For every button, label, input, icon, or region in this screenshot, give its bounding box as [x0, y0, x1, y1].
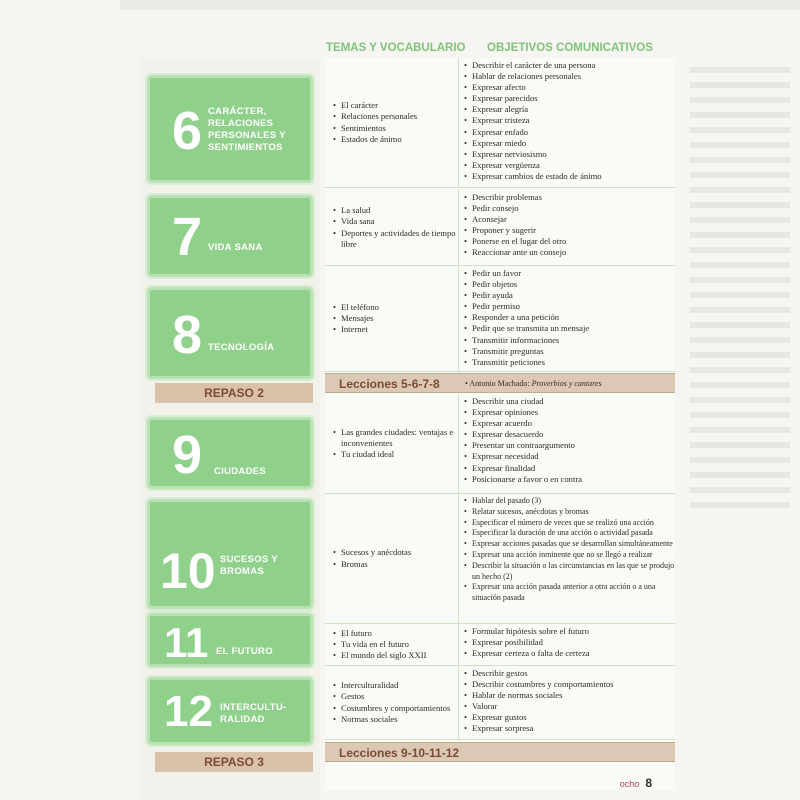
list-item: • Expresar acuerdo [464, 418, 675, 429]
list-item: • Expresar acciones pasadas que se desarrollan simultáneamente [464, 539, 675, 550]
list-item: • El futuro [333, 628, 426, 639]
lecciones-bar [325, 373, 675, 393]
list-item: • Expresar gustos [464, 712, 675, 723]
header-objetivos: OBJETIVOS COMUNICATIVOS [487, 42, 653, 54]
temas-list [333, 427, 458, 461]
unit-title: VIDA SANA [208, 242, 263, 253]
list-item: • Hablar del pasado (3) [464, 496, 675, 507]
objetivos-cell [459, 624, 675, 665]
list-item: • Proponer y sugerir [464, 225, 675, 236]
lecciones-reading: • Antonio Machado: Proverbios y cantares [465, 379, 602, 388]
bleed-through-margin [680, 58, 800, 758]
list-item: • Interculturalidad [333, 680, 450, 691]
unit-number: 7 [172, 207, 203, 267]
temas-cell [325, 190, 459, 265]
list-item: • Sucesos y anécdotas [333, 547, 411, 558]
list-item: • Pedir que se transmita un mensaje [464, 323, 675, 334]
lecciones-bar [325, 742, 675, 762]
unit-tile-8 [150, 290, 310, 376]
list-item: • Pedir ayuda [464, 290, 675, 301]
temas-list [333, 547, 411, 570]
objetivos-list [464, 268, 675, 368]
list-item: • Deportes y actividades de tiempo libre [333, 228, 458, 251]
list-item: • Expresar finalidad [464, 463, 675, 474]
list-item: • Expresar nerviosismo [464, 149, 675, 160]
list-item: • Aconsejar [464, 214, 675, 225]
temas-list [333, 302, 379, 336]
unit-row-7 [325, 190, 675, 266]
temas-cell [325, 624, 459, 665]
temas-cell [325, 58, 459, 187]
list-item: • Pedir un favor [464, 268, 675, 279]
list-item: • El teléfono [333, 302, 379, 313]
list-item: • Vida sana [333, 216, 458, 227]
list-item: • Hablar de normas sociales [464, 690, 675, 701]
list-item: • El carácter [333, 100, 417, 111]
objetivos-cell [459, 666, 675, 739]
list-item: • Expresar necesidad [464, 451, 675, 462]
objetivos-cell [459, 266, 675, 371]
list-item: • Estados de ánimo [333, 134, 417, 145]
unit-number: 8 [172, 305, 203, 365]
list-item: • Describir la situación o las circunstancias en las que se produjo un hecho (2) [464, 561, 675, 583]
list-item: • Hablar de relaciones personales [464, 71, 675, 82]
list-item: • Transmitir peticiones [464, 357, 675, 368]
objetivos-cell [459, 190, 675, 265]
objetivos-list [464, 192, 675, 259]
unit-number: 10 [160, 543, 216, 599]
header-temas: TEMAS Y VOCABULARIO [326, 42, 466, 54]
list-item: • Especificar el número de veces que se realizó una acción [464, 518, 675, 529]
list-item: • Describir gestos [464, 668, 675, 679]
temas-cell [325, 494, 459, 623]
list-item: • Relaciones personales [333, 111, 417, 122]
list-item: • Valorar [464, 701, 675, 712]
list-item: • Responder a una petición [464, 312, 675, 323]
list-item: • Pedir permiso [464, 301, 675, 312]
list-item: • Expresar sorpresa [464, 723, 675, 734]
unit-title: CIUDADES [214, 466, 267, 477]
unit-title: INTERCULTU-RALIDAD [220, 702, 287, 725]
list-item: • Expresar una acción inminente que no se llegó a realizar [464, 550, 675, 561]
list-item: • Tu ciudad ideal [333, 449, 458, 460]
list-item: • Transmitir preguntas [464, 346, 675, 357]
objetivos-cell [459, 58, 675, 187]
list-item: • Especificar la duración de una acción o actividad pasada [464, 528, 675, 539]
list-item: • Formular hipótesis sobre el futuro [464, 626, 675, 637]
unit-row-9 [325, 394, 675, 494]
unit-number: 11 [164, 619, 209, 664]
list-item: • Expresar desacuerdo [464, 429, 675, 440]
temas-cell [325, 266, 459, 371]
unit-tile-11 [150, 616, 310, 664]
list-item: • Pedir objetos [464, 279, 675, 290]
list-item: • Expresar certeza o falta de certeza [464, 648, 675, 659]
list-item: • Expresar enfado [464, 127, 675, 138]
list-item: • Expresar vergüenza [464, 160, 675, 171]
list-item: • Expresar miedo [464, 138, 675, 149]
list-item: • Bromas [333, 559, 411, 570]
list-item: • Expresar afecto [464, 82, 675, 93]
list-item: • Relatar sucesos, anécdotas y bromas [464, 507, 675, 518]
list-item: • Reaccionar ante un consejo [464, 247, 675, 258]
unit-number: 6 [172, 101, 203, 161]
unit-tile-9 [150, 420, 310, 486]
list-item: • Costumbres y comportamientos [333, 703, 450, 714]
unit-row-11 [325, 624, 675, 666]
unit-tile-6 [150, 78, 310, 180]
unit-row-10 [325, 494, 675, 624]
objetivos-list [464, 496, 675, 604]
objetivos-cell [459, 394, 675, 493]
unit-tile-12 [150, 680, 310, 742]
unit-row-8 [325, 266, 675, 372]
list-item: • Transmitir informaciones [464, 335, 675, 346]
list-item: • Expresar opiniones [464, 407, 675, 418]
list-item: • Las grandes ciudades: ventajas e inconvenientes [333, 427, 458, 450]
page-word: ocho [619, 779, 640, 789]
list-item: • Mensajes [333, 313, 379, 324]
objetivos-list [464, 626, 675, 659]
lecciones-label: Lecciones 9-10-11-12 [339, 746, 460, 760]
unit-number: 12 [164, 687, 213, 736]
temas-cell [325, 394, 459, 493]
objetivos-cell [459, 494, 675, 623]
list-item: • Posicionarse a favor o en contra [464, 474, 675, 485]
temas-list [333, 680, 450, 725]
unit-title: EL FUTURO [216, 646, 273, 657]
reading-author: Antonio Machado: [469, 379, 530, 388]
list-item: • El mundo del siglo XXII [333, 650, 426, 661]
unit-tile-10 [150, 502, 310, 606]
temas-list [333, 100, 417, 145]
list-item: • Expresar posibilidad [464, 637, 675, 648]
list-item: • Internet [333, 324, 379, 335]
top-band [120, 0, 800, 10]
list-item: • Expresar tristeza [464, 115, 675, 126]
unit-title: TECNOLOGÍA [208, 342, 275, 353]
list-item: • Pedir consejo [464, 203, 675, 214]
page-number: 8 [645, 776, 652, 790]
page-footer [620, 776, 652, 790]
objetivos-list [464, 396, 675, 485]
temas-cell [325, 666, 459, 739]
repaso-label: REPASO 3 [155, 752, 313, 772]
unit-title: CARÁCTER, RELACIONES PERSONALES Y SENTIMIENTOS [208, 106, 286, 153]
list-item: • Expresar alegría [464, 104, 675, 115]
list-item: • La salud [333, 205, 458, 216]
temas-list [333, 205, 458, 250]
list-item: • Describir costumbres y comportamientos [464, 679, 675, 690]
lecciones-label: Lecciones 5-6-7-8 [339, 377, 440, 391]
unit-number: 9 [172, 425, 203, 485]
list-item: • Expresar parecidos [464, 93, 675, 104]
list-item: • Tu vida en el futuro [333, 639, 426, 650]
reading-work: Proverbios y cantares [531, 379, 602, 388]
objetivos-list [464, 60, 675, 182]
temas-list [333, 628, 426, 662]
list-item: • Normas sociales [333, 714, 450, 725]
list-item: • Ponerse en el lugar del otro [464, 236, 675, 247]
list-item: • Presentar un contraargumento [464, 440, 675, 451]
unit-row-6 [325, 58, 675, 188]
list-item: • Describir el carácter de una persona [464, 60, 675, 71]
unit-tile-7 [150, 198, 310, 274]
list-item: • Describir problemas [464, 192, 675, 203]
list-item: • Gestos [333, 691, 450, 702]
unit-row-12 [325, 666, 675, 740]
objetivos-list [464, 668, 675, 735]
unit-title: SUCESOS Y BROMAS [220, 554, 278, 577]
list-item: • Sentimientos [333, 123, 417, 134]
list-item: • Expresar cambios de estado de ánimo [464, 171, 675, 182]
list-item: • Describir una ciudad [464, 396, 675, 407]
repaso-label: REPASO 2 [155, 383, 313, 403]
list-item: • Expresar una acción pasada anterior a otra acción o a una situación pasada [464, 582, 675, 604]
